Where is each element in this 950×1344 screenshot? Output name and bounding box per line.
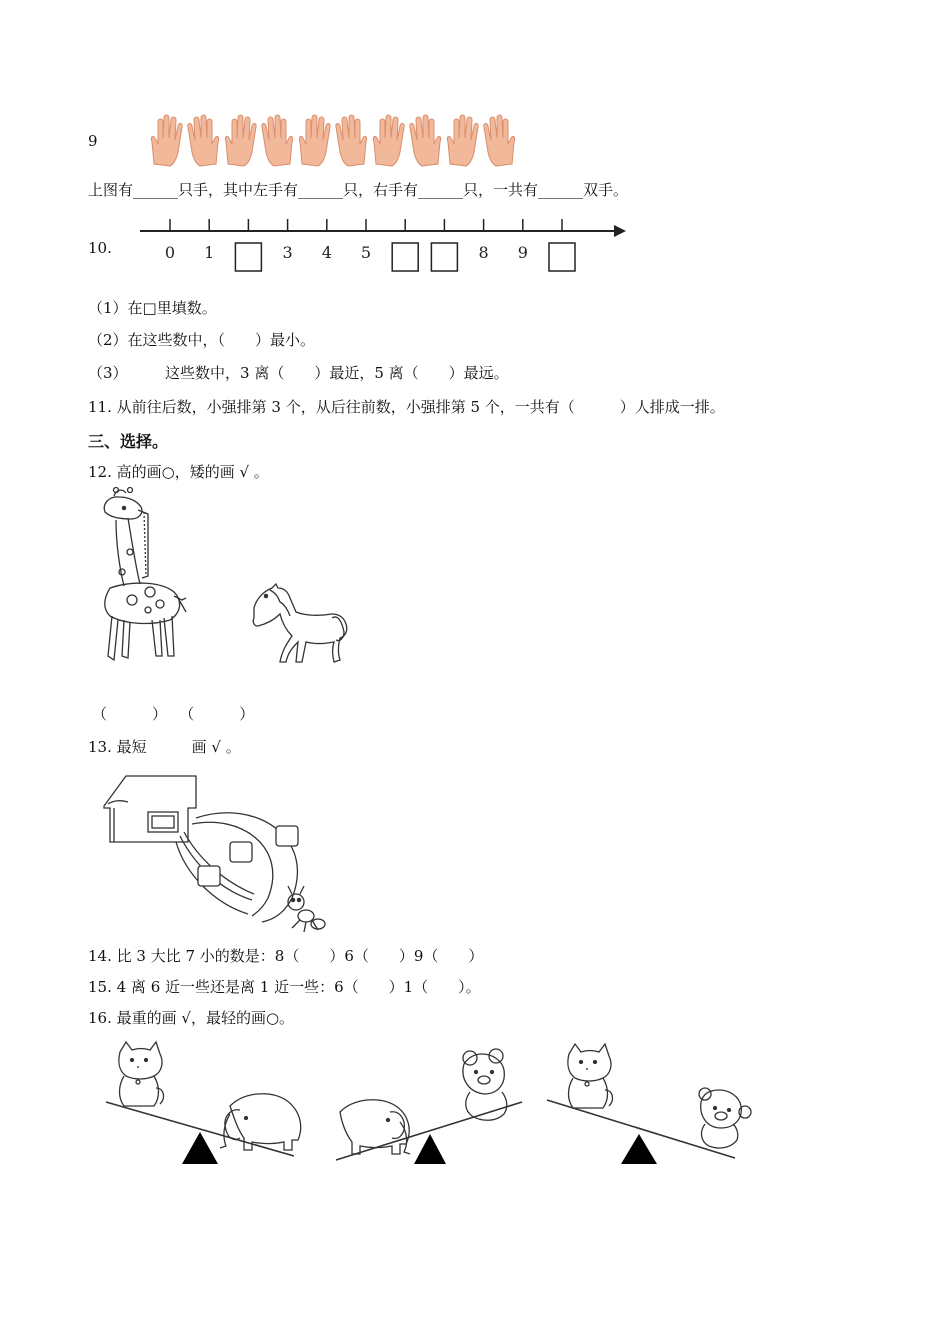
seesaw-elephant-bear [330, 1042, 530, 1172]
fulcrum-icon [621, 1134, 657, 1164]
q9-text: 上图有______只手，其中左手有______只，右手有______只，一共有______双手。 [88, 181, 629, 199]
tick-label: 9 [517, 243, 528, 262]
q10-sub3: （3） 这些数中，3 离（ ）最近，5 离（ ）最远。 [88, 364, 509, 382]
q10-sub2: （2）在这些数中，（ ）最小。 [88, 331, 316, 349]
choice-box-bottom [198, 866, 220, 886]
fill-in-box[interactable] [392, 243, 418, 271]
q10-number: 10. [88, 239, 112, 257]
section-title: 三、选择。 [88, 432, 169, 451]
house-ant-paths-illustration [100, 770, 340, 935]
q14-text: 14. 比 3 大比 7 小的数是：8（ ）6（ ）9（ ） [88, 947, 484, 965]
bear-icon [699, 1088, 751, 1148]
fill-in-box[interactable] [235, 243, 261, 271]
horse-illustration [250, 582, 350, 668]
tick-label: 5 [360, 243, 372, 262]
elephant-icon [220, 1094, 301, 1150]
giraffe-illustration [100, 488, 200, 668]
fulcrum-icon [414, 1134, 446, 1164]
tick-label: 1 [204, 243, 215, 262]
q15-text: 15. 4 离 6 近一些还是离 1 近一些：6（ ）1（ ）。 [88, 978, 481, 996]
q10-sub1: （1）在□里填数。 [88, 299, 217, 317]
cat-icon [119, 1042, 164, 1106]
choice-box-middle [230, 842, 252, 862]
seesaw-cat-elephant [100, 1036, 310, 1172]
tick-label: 8 [478, 243, 489, 262]
q16-text: 16. 最重的画 √，最轻的画○。 [88, 1009, 295, 1027]
number-line [0, 0, 950, 300]
q12-answer-blanks: （ ） （ ） [92, 705, 255, 723]
tick-label: 0 [164, 243, 176, 262]
q11-text: 11. 从前往后数，小强排第 3 个，从后往前数，小强排第 5 个，一共有（ ）人排成一排。 [88, 398, 725, 416]
number-line-arrow-icon [614, 225, 626, 237]
q9-number: 9 [88, 132, 98, 150]
tick-label: 4 [321, 243, 332, 262]
fill-in-box[interactable] [549, 243, 575, 271]
fulcrum-icon [182, 1132, 218, 1164]
q13-text: 13. 最短 画 √ 。 [88, 738, 241, 756]
q12-text: 12. 高的画○，矮的画 √ 。 [88, 463, 269, 481]
choice-box-top [276, 826, 298, 846]
tick-label: 3 [282, 243, 293, 262]
cat-icon [568, 1044, 613, 1108]
fill-in-box[interactable] [431, 243, 457, 271]
elephant-icon [340, 1100, 410, 1154]
seesaw-cat-bear [545, 1040, 755, 1172]
